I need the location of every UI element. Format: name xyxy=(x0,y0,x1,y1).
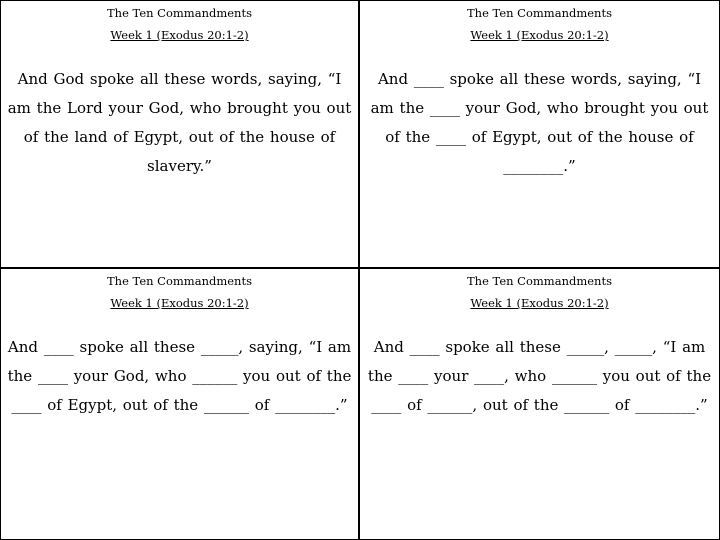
card-title: The Ten Commandments xyxy=(467,6,612,20)
verse-card-blanks-level-1 xyxy=(360,1,719,269)
card-title: The Ten Commandments xyxy=(467,274,612,288)
card-verse-text: And ____ spoke all these _____, saying, “I am the ____ your God, who ______ you out of the ____ of Egypt, out of the ______ of ________.” xyxy=(7,338,352,414)
card-verse-text: And God spoke all these words, saying, “I am the Lord your God, who brought you out of the land of Egypt, out of the house of slavery.” xyxy=(7,70,352,175)
verse-card-blanks-level-3 xyxy=(360,269,719,539)
card-reference: Week 1 (Exodus 20:1-2) xyxy=(110,28,249,42)
card-title: The Ten Commandments xyxy=(107,274,252,288)
verse-card-full xyxy=(1,1,360,269)
card-reference: Week 1 (Exodus 20:1-2) xyxy=(470,28,609,42)
card-title: The Ten Commandments xyxy=(107,6,252,20)
card-verse-text: And ____ spoke all these _____, _____, “I am the ____ your ____, who ______ you out of the ____ of ______, out of the ______ of ________.” xyxy=(367,338,712,414)
card-reference: Week 1 (Exodus 20:1-2) xyxy=(110,296,249,310)
card-reference: Week 1 (Exodus 20:1-2) xyxy=(470,296,609,310)
verse-card-blanks-level-2 xyxy=(1,269,360,539)
card-verse-text: And ____ spoke all these words, saying, “I am the ____ your God, who brought you out of the ____ of Egypt, out of the house of ________.” xyxy=(370,70,709,175)
